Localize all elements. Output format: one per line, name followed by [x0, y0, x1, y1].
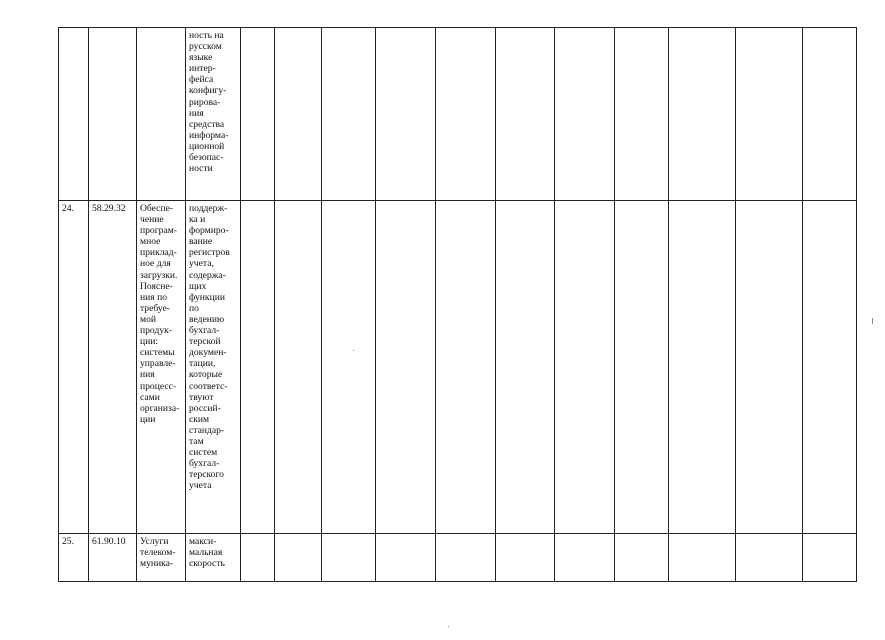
- empty-cell: [736, 28, 803, 201]
- row-number-cell: [59, 28, 89, 201]
- scan-speck: [872, 318, 873, 324]
- product-name-cell: [137, 28, 186, 201]
- empty-cell: [322, 534, 376, 582]
- table-row: [59, 201, 857, 534]
- empty-cell: [803, 28, 857, 201]
- empty-cell: [241, 201, 275, 534]
- okpd-code-cell: 58.29.32: [89, 201, 137, 534]
- table-row: [59, 534, 857, 582]
- characteristic-cell: макси- мальная скорость: [186, 534, 241, 582]
- requirements-table: [58, 27, 857, 582]
- empty-cell: [736, 201, 803, 534]
- empty-cell: [275, 28, 322, 201]
- empty-cell: [376, 534, 436, 582]
- empty-cell: [322, 28, 376, 201]
- okpd-code-cell: [89, 28, 137, 201]
- characteristic-cell: поддерж- ка и формиро- вание регистров учета, содержа- щих функции по ведению бухгал- терской докумен- тации, которые соответс- твуют россий- ским стандар- там систем бухгал- терского учета: [186, 201, 241, 534]
- empty-cell: [376, 28, 436, 201]
- empty-cell: [555, 201, 615, 534]
- empty-cell: [275, 201, 322, 534]
- empty-cell: [436, 201, 496, 534]
- empty-cell: [496, 28, 555, 201]
- table-row: [59, 28, 857, 201]
- empty-cell: [669, 201, 736, 534]
- empty-cell: [496, 534, 555, 582]
- empty-cell: [803, 534, 857, 582]
- empty-cell: [555, 534, 615, 582]
- empty-cell: [615, 534, 669, 582]
- empty-cell: [803, 201, 857, 534]
- empty-cell: [615, 28, 669, 201]
- scan-speck: [353, 350, 354, 351]
- empty-cell: [376, 201, 436, 534]
- empty-cell: [436, 28, 496, 201]
- product-name-cell: Услуги телеком- муника-: [137, 534, 186, 582]
- empty-cell: [496, 201, 555, 534]
- empty-cell: [241, 28, 275, 201]
- empty-cell: [669, 28, 736, 201]
- row-number-cell: 24.: [59, 201, 89, 534]
- empty-cell: [736, 534, 803, 582]
- row-number-cell: 25.: [59, 534, 89, 582]
- scan-speck: [448, 626, 449, 627]
- product-name-cell: Обеспе- чение програм- мное приклад- ное для загрузки. Поясне- ния по требуе- мой продук- ции: системы управле- ния процесс- сами организа- ции: [137, 201, 186, 534]
- empty-cell: [436, 534, 496, 582]
- empty-cell: [241, 534, 275, 582]
- empty-cell: [322, 201, 376, 534]
- characteristic-cell: ность на русском языке интер- фейса конфигу- рирова- ния средства информа- ционной безопас- ности: [186, 28, 241, 201]
- empty-cell: [555, 28, 615, 201]
- okpd-code-cell: 61.90.10: [89, 534, 137, 582]
- empty-cell: [275, 534, 322, 582]
- empty-cell: [669, 534, 736, 582]
- empty-cell: [615, 201, 669, 534]
